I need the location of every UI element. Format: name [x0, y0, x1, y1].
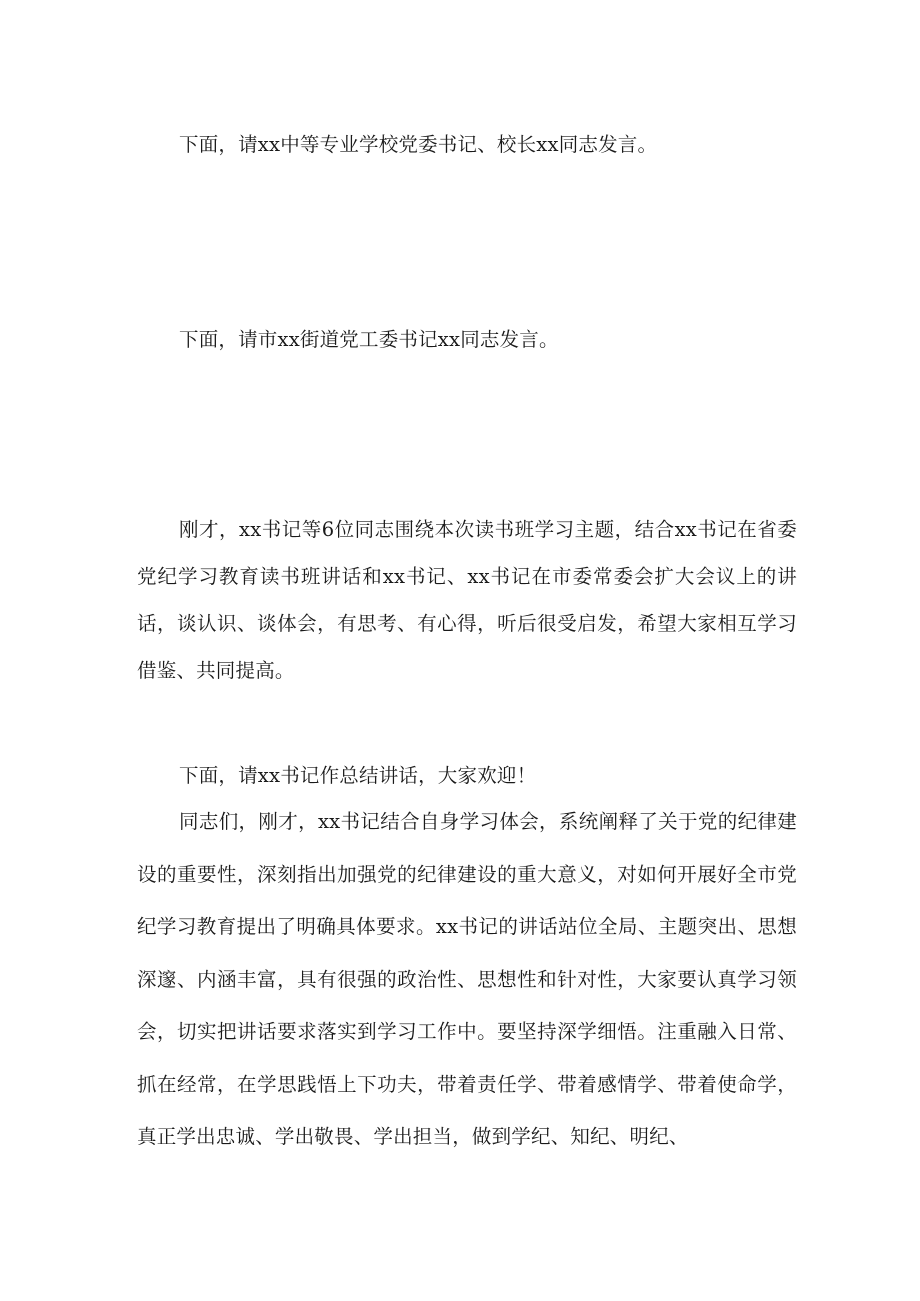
paragraph-speaker-street: 下面，请市xx街道党工委书记xx同志发言。 — [179, 328, 559, 351]
paragraph-closing-speech: 同志们，刚才，xx书记结合自身学习体会，系统阐释了关于党的纪律建设的重要性，深刻指出加强党的纪律建设的重大意义，对如何开展好全市党纪学习教育提出了明确具体要求。xx书记的讲话站位全局、主题突出、思想深邃、内涵丰富，具有很强的政治性、思想性和针对性，大家要认真学习领会，切实把讲话要求落实到学习工作中。要坚持深学细悟。注重融入日常、抓在经常，在学思践悟上下功夫，带着责任学、带着感情学、带着使命学，真正学出忠诚、学出敬畏、学出担当，做到学纪、知纪、明纪、 — [137, 810, 797, 1148]
paragraph-speaker-school: 下面，请xx中等专业学校党委书记、校长xx同志发言。 — [179, 133, 658, 156]
paragraph-closing-invite: 下面，请xx书记作总结讲话，大家欢迎！ — [179, 764, 537, 787]
paragraph-summary: 刚才，xx书记等6位同志围绕本次读书班学习主题，结合xx书记在省委党纪学习教育读书班讲话和xx书记、xx书记在市委常委会扩大会议上的讲话，谈认识、谈体会，有思考、有心得，听后很受启发，希望大家相互学习借鉴、共同提高。 — [137, 518, 797, 682]
